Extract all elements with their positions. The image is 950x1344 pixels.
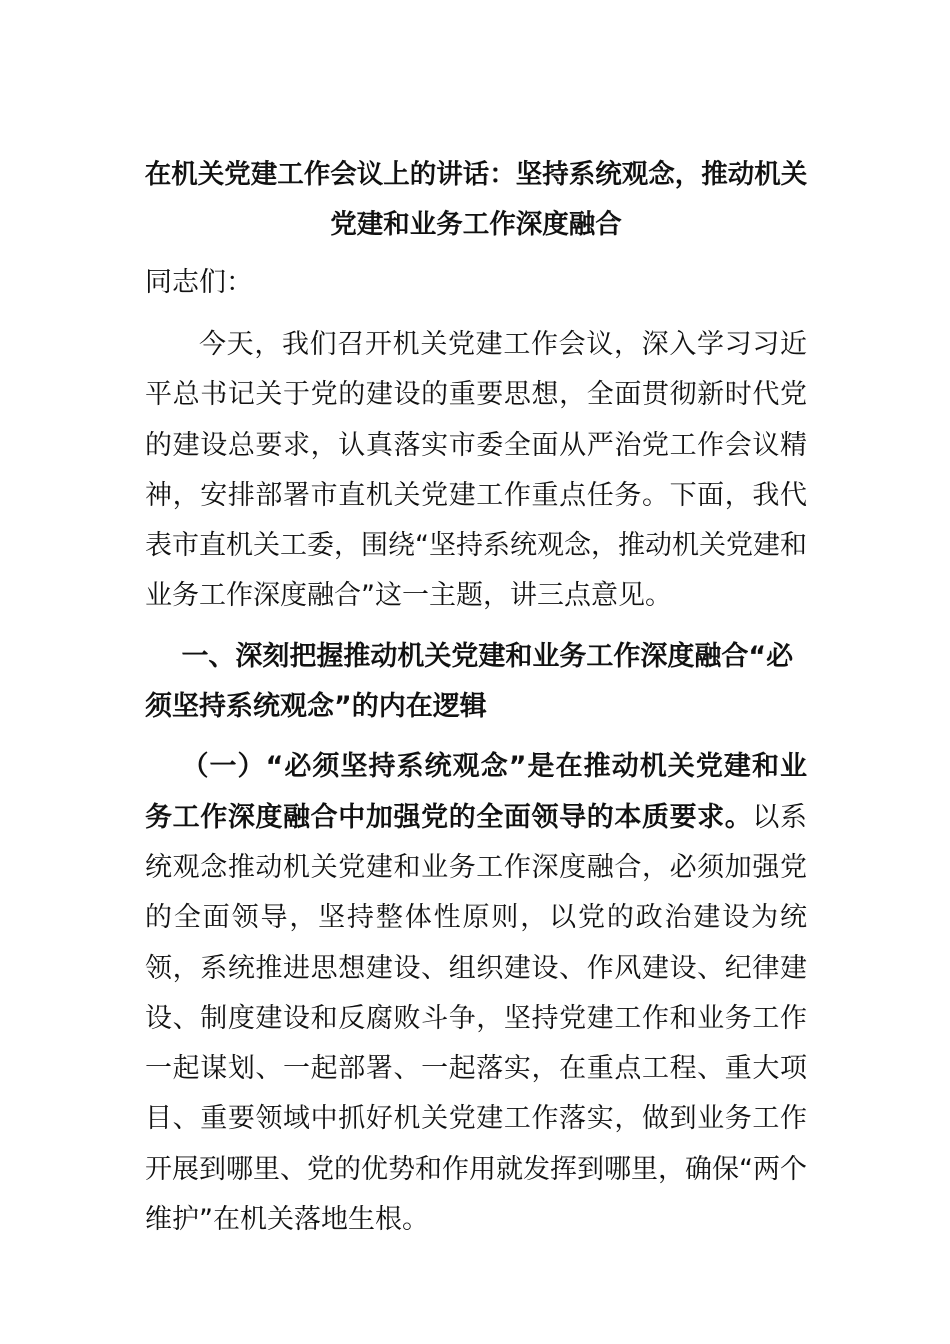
salutation: 同志们： — [145, 267, 253, 298]
section-heading-1: 一、深刻把握推动机关党建和业务工作深度融合“必须坚持系统观念”的内在逻辑 — [145, 640, 794, 723]
title-line-2: 党建和业务工作深度融合 — [330, 209, 622, 240]
subsection-1-lead: （一）“必须坚持系统观念”是在推动机关党建和业务工作深度融合中加强党的全面领导的本质要求。 — [145, 751, 807, 833]
subsection-1-body: 以系统观念推动机关党建和业务工作深度融合，必须加强党的全面领导，坚持整体性原则，以党的政治建设为统领，系统推进思想建设、组织建设、作风建设、纪律建设、制度建设和反腐败斗争，坚持党建工作和业务工作一起谋划、一起部署、一起落实，在重点工程、重大项目、重要领域中抓好机关党建工作落实，做到业务工作开展到哪里、党的优势和作用就发挥到哪里，确保“两个维护”在机关落地生根。 — [145, 801, 807, 1236]
document-page — [145, 150, 807, 1245]
intro-paragraph: 今天，我们召开机关党建工作会议，深入学习习近平总书记关于党的建设的重要思想，全面贯彻新时代党的建设总要求，认真落实市委全面从严治党工作会议精神，安排部署市直机关党建工作重点任务。下面，我代表市直机关工委，围绕“坚持系统观念，推动机关党建和业务工作深度融合”这一主题，讲三点意见。 — [145, 329, 807, 612]
title-line-1: 在机关党建工作会议上的讲话：坚持系统观念，推动机关 — [144, 159, 808, 190]
subsection-1 — [145, 742, 807, 1245]
document-title — [131, 150, 821, 250]
